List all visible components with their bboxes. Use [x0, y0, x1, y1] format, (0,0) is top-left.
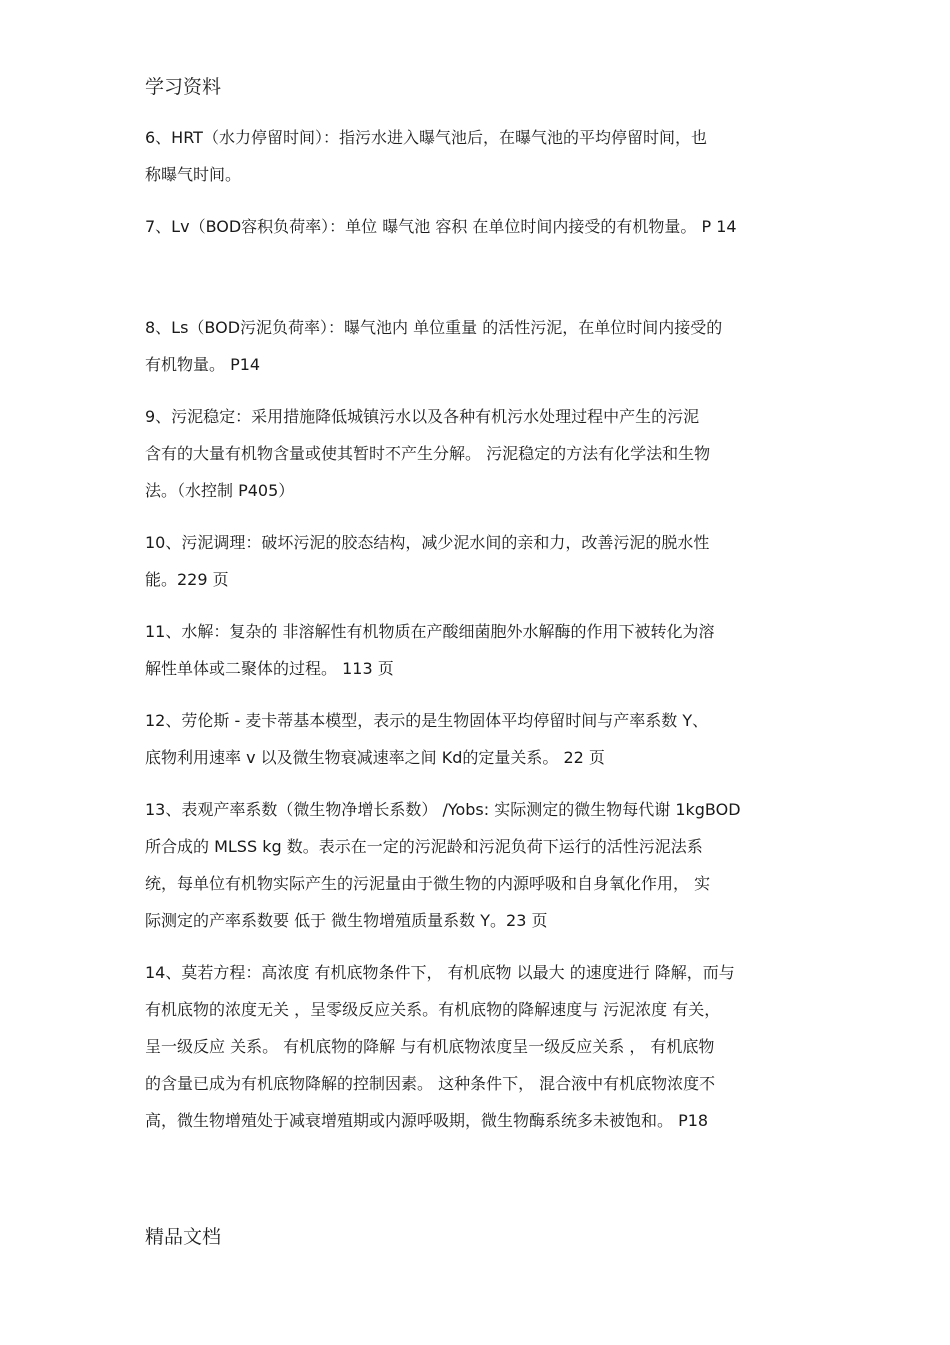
- document-body: [145, 124, 815, 1144]
- text-line: 能。229 页: [145, 570, 229, 589]
- definition-observed-yield: [145, 796, 815, 944]
- text-line: 8、Ls（BOD污泥负荷率）：曝气池内 单位重量 的活性污泥，在单位时间内接受的: [145, 318, 723, 337]
- text-line: 有机底物的浓度无关 ，呈零级反应关系。有机底物的降解速度与 污泥浓度 有关，: [145, 1000, 721, 1019]
- text-line: 有机物量。 P14: [145, 355, 261, 374]
- text-line: 14、莫若方程：高浓度 有机底物条件下， 有机底物 以最大 的速度进行 降解，而与: [145, 963, 735, 982]
- text-line: 解性单体或二聚体的过程。 113 页: [145, 659, 394, 678]
- text-line: 含有的大量有机物含量或使其暂时不产生分解。 污泥稳定的方法有化学法和生物: [145, 444, 711, 463]
- definition-monod-equation: [145, 959, 815, 1144]
- text-line: 9、污泥稳定：采用措施降低城镇污水以及各种有机污水处理过程中产生的污泥: [145, 407, 700, 426]
- definition-sludge-stabilization: [145, 403, 815, 514]
- text-line: 高，微生物增殖处于减衰增殖期或内源呼吸期，微生物酶系统多未被饱和。 P18: [145, 1111, 709, 1130]
- text-line: 11、水解：复杂的 非溶解性有机物质在产酸细菌胞外水解酶的作用下被转化为溶: [145, 622, 715, 641]
- text-line: 的含量已成为有机底物降解的控制因素。 这种条件下， 混合液中有机底物浓度不: [145, 1074, 716, 1093]
- text-line: 所合成的 MLSS kg 数。表示在一定的污泥龄和污泥负荷下运行的活性污泥法系: [145, 837, 703, 856]
- text-line: 法。（水控制 P405）: [145, 481, 295, 500]
- text-line: 际测定的产率系数要 低于 微生物增殖质量系数 Y。23 页: [145, 911, 548, 930]
- text-line: 统，每单位有机物实际产生的污泥量由于微生物的内源呼吸和自身氧化作用， 实: [145, 874, 711, 893]
- text-line: 底物利用速率 v 以及微生物衰减速率之间 Kd的定量关系。 22 页: [145, 748, 605, 767]
- text-line: 6、HRT（水力停留时间）：指污水进入曝气池后，在曝气池的平均停留时间，也: [145, 128, 707, 147]
- text-line: 称曝气时间。: [145, 165, 242, 184]
- definition-hydrolysis: [145, 618, 815, 692]
- text-line: 10、污泥调理：破坏污泥的胶态结构，减少泥水间的亲和力，改善污泥的脱水性: [145, 533, 710, 552]
- page-footer: 精品文档: [145, 1226, 222, 1248]
- page-header: 学习资料: [145, 76, 222, 98]
- definition-sludge-conditioning: [145, 529, 815, 603]
- definition-hrt: [145, 124, 815, 198]
- text-line: 13、表观产率系数（微生物净增长系数） /Yobs: 实际测定的微生物每代谢 1kgBOD: [145, 800, 741, 819]
- text-line: 12、劳伦斯 - 麦卡蒂基本模型，表示的是生物固体平均停留时间与产率系数 Y、: [145, 711, 709, 730]
- text-line: 呈一级反应 关系。 有机底物的降解 与有机底物浓度呈一级反应关系 ， 有机底物: [145, 1037, 715, 1056]
- definition-lawrence-mccarty: [145, 707, 815, 781]
- definition-ls: [145, 314, 815, 388]
- text-line: 7、Lv（BOD容积负荷率）：单位 曝气池 容积 在单位时间内接受的有机物量。 P 14: [145, 217, 737, 236]
- definition-lv: [145, 213, 815, 250]
